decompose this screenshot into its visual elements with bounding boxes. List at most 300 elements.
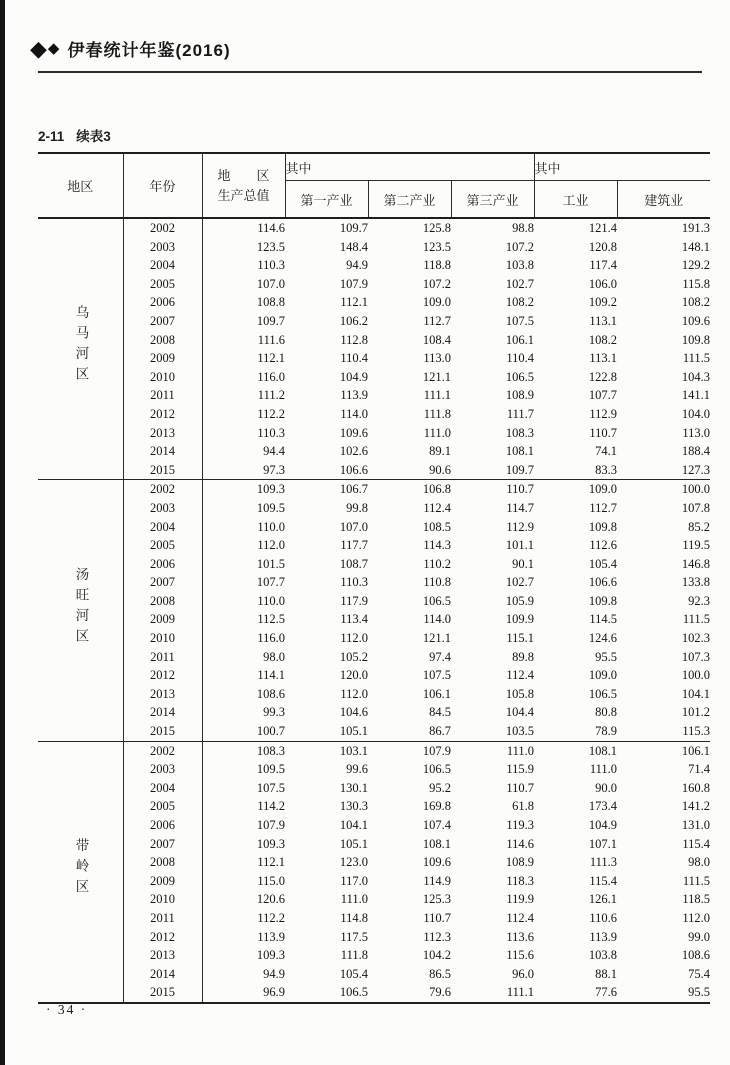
value-cell: 110.7 [589, 425, 618, 440]
year-cell: 2012 [123, 928, 202, 947]
value-cell: 113.1 [589, 313, 618, 328]
value-cell: 130.1 [339, 780, 368, 795]
value-cell: 113.9 [340, 388, 368, 403]
table-row [38, 386, 710, 405]
table-row [38, 536, 710, 555]
year-cell: 2015 [123, 461, 202, 480]
table-row [38, 573, 710, 592]
value-cell: 99.3 [263, 705, 285, 720]
header-secondary-industry: 第二产业 [368, 181, 451, 219]
year-cell: 2008 [123, 331, 202, 350]
value-cell: 109.3 [256, 836, 285, 851]
value-cell: 117.0 [340, 873, 368, 888]
year-cell: 2003 [123, 499, 202, 518]
value-cell: 148.1 [681, 239, 711, 254]
header-of-which-industries: 其中 [285, 153, 534, 181]
value-cell: 123.0 [339, 855, 368, 870]
value-cell: 107.5 [422, 668, 451, 683]
value-cell: 105.4 [339, 966, 368, 981]
value-cell: 100.0 [617, 480, 710, 499]
year-cell: 2007 [123, 312, 202, 331]
year-cell: 2003 [123, 238, 202, 257]
value-cell: 113.0 [682, 425, 711, 440]
value-cell: 106.1 [617, 741, 710, 760]
value-cell: 120.6 [256, 892, 285, 907]
value-cell: 99.6 [346, 762, 368, 777]
header-region: 地区 [38, 153, 123, 218]
table-row [38, 349, 710, 368]
value-cell: 119.9 [506, 892, 535, 907]
value-cell: 115.3 [682, 724, 711, 739]
value-cell: 126.1 [588, 892, 618, 907]
value-cell: 109.0 [422, 295, 451, 310]
year-cell: 2009 [123, 872, 202, 891]
value-cell: 106.8 [368, 480, 451, 499]
value-cell: 106.5 [339, 985, 368, 1000]
table-row [38, 499, 710, 518]
value-cell: 109.8 [588, 519, 618, 534]
table-row [38, 760, 710, 779]
year-cell: 2011 [123, 909, 202, 928]
year-cell: 2008 [123, 592, 202, 611]
year-cell: 2009 [123, 349, 202, 368]
value-cell: 99.0 [688, 929, 711, 944]
value-cell: 117.4 [589, 258, 618, 273]
value-cell: 113.4 [340, 612, 368, 627]
value-cell: 99.8 [346, 500, 368, 515]
value-cell: 108.2 [588, 332, 618, 347]
value-cell: 114.5 [589, 612, 618, 627]
table-row [38, 518, 710, 537]
value-cell: 113.9 [257, 929, 285, 944]
table-row [38, 797, 710, 816]
value-cell: 111.1 [506, 985, 535, 1000]
value-cell: 108.9 [505, 855, 535, 870]
table-row [38, 629, 710, 648]
year-cell: 2005 [123, 275, 202, 294]
value-cell: 77.6 [595, 985, 618, 1000]
value-cell: 131.0 [681, 818, 711, 832]
value-cell: 112.4 [423, 500, 451, 515]
value-cell: 118.8 [423, 258, 451, 273]
value-cell: 114.0 [340, 406, 368, 421]
year-cell: 2011 [123, 648, 202, 667]
value-cell: 141.2 [681, 799, 711, 814]
table-row [38, 965, 710, 984]
year-cell: 2004 [123, 779, 202, 798]
value-cell: 118.5 [682, 892, 711, 907]
value-cell: 120.8 [588, 239, 618, 254]
diamond-icon: ◆ [30, 35, 47, 61]
value-cell: 95.2 [429, 780, 451, 795]
value-cell: 112.3 [423, 929, 451, 944]
value-cell: 108.9 [505, 388, 535, 403]
value-cell: 86.5 [429, 966, 451, 981]
value-cell: 114.2 [257, 799, 285, 814]
year-cell: 2013 [123, 424, 202, 443]
value-cell: 80.8 [595, 705, 618, 720]
value-cell: 123.5 [256, 239, 285, 254]
region-cell [38, 480, 123, 741]
table-row [38, 872, 710, 891]
table-row [38, 461, 710, 480]
value-cell: 110.3 [257, 425, 285, 440]
value-cell: 107.1 [588, 836, 618, 851]
value-cell: 92.3 [688, 593, 711, 608]
value-cell: 108.8 [256, 295, 285, 310]
value-cell: 112.0 [340, 631, 368, 646]
value-cell: 110.0 [257, 519, 285, 534]
value-cell: 116.0 [257, 631, 285, 646]
value-cell: 109.0 [588, 668, 618, 683]
value-cell: 112.9 [589, 406, 618, 421]
value-cell: 121.4 [588, 221, 618, 235]
value-cell: 104.0 [681, 406, 711, 421]
table-row [38, 275, 710, 294]
table-header [38, 153, 710, 218]
value-cell: 88.1 [595, 966, 618, 981]
value-cell: 129.2 [681, 258, 711, 273]
value-cell: 111.5 [682, 351, 711, 366]
value-cell: 191.3 [681, 221, 711, 235]
year-cell: 2006 [123, 816, 202, 835]
value-cell: 97.3 [263, 462, 285, 477]
table-row [38, 835, 710, 854]
value-cell: 101.5 [256, 556, 285, 571]
value-cell: 111.8 [340, 948, 368, 963]
yearbook-title: 伊春统计年鉴(2016) [67, 41, 231, 60]
value-cell: 121.1 [422, 631, 451, 646]
statistics-table [38, 152, 710, 1004]
value-cell: 105.2 [339, 649, 368, 664]
value-cell: 109.7 [505, 462, 535, 477]
value-cell: 109.5 [256, 762, 285, 777]
value-cell: 117.5 [340, 929, 368, 944]
value-cell: 109.3 [256, 948, 285, 963]
value-cell: 98.0 [263, 649, 285, 664]
table-row [38, 946, 710, 965]
value-cell: 106.2 [339, 313, 368, 328]
value-cell: 94.9 [263, 966, 285, 981]
year-cell: 2014 [123, 965, 202, 984]
value-cell: 106.1 [505, 332, 535, 347]
value-cell: 111.5 [682, 873, 711, 888]
value-cell: 111.8 [423, 406, 451, 421]
value-cell: 130.3 [339, 799, 368, 814]
value-cell: 103.1 [285, 741, 368, 760]
value-cell: 110.4 [506, 351, 535, 366]
value-cell: 117.7 [340, 538, 368, 553]
year-cell: 2005 [123, 536, 202, 555]
value-cell: 102.7 [505, 276, 535, 291]
value-cell: 115.6 [506, 948, 535, 963]
value-cell: 112.0 [340, 686, 368, 701]
value-cell: 109.8 [681, 332, 711, 347]
value-cell: 109.2 [588, 295, 618, 310]
value-cell: 125.3 [422, 892, 451, 907]
value-cell: 114.6 [257, 221, 285, 235]
table-row [38, 238, 710, 257]
value-cell: 100.7 [256, 724, 285, 739]
value-cell: 108.1 [422, 836, 451, 851]
value-cell: 112.7 [423, 313, 451, 328]
value-cell: 96.0 [512, 966, 535, 981]
value-cell: 103.8 [505, 258, 535, 273]
value-cell: 101.2 [681, 705, 711, 720]
year-cell: 2011 [123, 386, 202, 405]
year-cell: 2013 [123, 685, 202, 704]
value-cell: 95.5 [688, 985, 711, 1000]
value-cell: 103.5 [505, 724, 535, 739]
value-cell: 106.5 [588, 686, 618, 701]
table-body [38, 218, 710, 1003]
region-label: 带岭区 [73, 838, 89, 900]
year-cell: 2002 [123, 480, 202, 499]
table-row [38, 722, 710, 741]
value-cell: 104.9 [339, 369, 368, 384]
header-gdp [202, 153, 285, 218]
value-cell: 94.4 [263, 444, 285, 459]
value-cell: 107.0 [339, 519, 368, 534]
value-cell: 108.3 [202, 741, 285, 760]
value-cell: 115.0 [257, 873, 285, 888]
year-cell: 2012 [123, 666, 202, 685]
header-year: 年份 [123, 153, 202, 218]
value-cell: 104.1 [681, 686, 711, 701]
value-cell: 110.4 [340, 351, 368, 366]
year-cell: 2006 [123, 555, 202, 574]
value-cell: 123.5 [422, 239, 451, 254]
value-cell: 115.4 [682, 836, 711, 851]
year-cell: 2007 [123, 835, 202, 854]
value-cell: 111.6 [257, 332, 285, 347]
value-cell: 102.7 [505, 575, 535, 590]
table-row [38, 293, 710, 312]
table-row [38, 853, 710, 872]
value-cell: 113.9 [589, 929, 618, 944]
value-cell: 107.3 [681, 649, 711, 664]
value-cell: 111.0 [589, 762, 618, 777]
header-tertiary-industry: 第三产业 [451, 181, 534, 219]
table-row [38, 890, 710, 909]
value-cell: 107.4 [422, 818, 451, 832]
table-row [38, 648, 710, 667]
table-row [38, 256, 710, 275]
value-cell: 109.9 [505, 612, 535, 627]
table-row [38, 405, 710, 424]
value-cell: 100.0 [681, 668, 711, 683]
table-number: 2-11 [38, 129, 65, 144]
year-cell: 2012 [123, 405, 202, 424]
value-cell: 96.9 [263, 985, 285, 1000]
value-cell: 160.8 [681, 780, 711, 795]
value-cell: 117.9 [340, 593, 368, 608]
table-row [38, 928, 710, 947]
value-cell: 114.1 [257, 668, 285, 683]
region-cell [38, 741, 123, 1003]
year-cell: 2005 [123, 797, 202, 816]
value-cell: 113.1 [589, 351, 618, 366]
value-cell: 113.0 [423, 351, 451, 366]
year-cell: 2002 [123, 741, 202, 760]
value-cell: 169.8 [422, 799, 451, 814]
value-cell: 95.5 [595, 649, 618, 664]
value-cell: 85.2 [688, 519, 711, 534]
table-row [38, 779, 710, 798]
value-cell: 112.1 [340, 295, 368, 310]
year-cell: 2004 [123, 256, 202, 275]
value-cell: 107.9 [256, 818, 285, 832]
value-cell: 104.4 [505, 705, 535, 720]
value-cell: 127.3 [681, 462, 711, 477]
value-cell: 110.8 [423, 575, 451, 590]
year-cell: 2008 [123, 853, 202, 872]
value-cell: 102.6 [339, 444, 368, 459]
year-cell: 2009 [123, 610, 202, 629]
value-cell: 112.4 [506, 668, 535, 683]
year-cell: 2014 [123, 442, 202, 461]
year-cell: 2007 [123, 573, 202, 592]
value-cell: 118.3 [506, 873, 535, 888]
value-cell: 111.5 [682, 612, 711, 627]
header-industry: 工业 [534, 181, 617, 219]
table-label [38, 125, 111, 145]
value-cell: 90.6 [429, 462, 451, 477]
region-label: 汤旺河区 [73, 566, 89, 649]
value-cell: 111.3 [589, 855, 618, 870]
value-cell: 112.1 [257, 855, 285, 870]
value-cell: 98.0 [688, 855, 711, 870]
value-cell: 108.5 [422, 519, 451, 534]
value-cell: 109.6 [681, 313, 711, 328]
value-cell: 104.1 [339, 818, 368, 832]
value-cell: 90.0 [595, 780, 618, 795]
value-cell: 124.6 [588, 631, 618, 646]
value-cell: 105.4 [588, 556, 618, 571]
value-cell: 112.2 [257, 910, 285, 925]
value-cell: 122.8 [588, 369, 618, 384]
year-cell: 2004 [123, 518, 202, 537]
value-cell: 108.6 [256, 686, 285, 701]
table-row [38, 480, 710, 499]
value-cell: 141.1 [681, 388, 711, 403]
table-row [38, 368, 710, 387]
value-cell: 104.3 [681, 369, 711, 384]
value-cell: 75.4 [688, 966, 711, 981]
value-cell: 114.0 [423, 612, 451, 627]
table-continued-label: 续表3 [76, 129, 111, 144]
value-cell: 112.4 [506, 910, 535, 925]
value-cell: 112.0 [682, 910, 711, 925]
table-row [38, 424, 710, 443]
value-cell: 114.9 [423, 873, 451, 888]
value-cell: 114.6 [506, 836, 535, 851]
value-cell: 119.3 [506, 818, 535, 832]
value-cell: 125.8 [422, 221, 451, 235]
value-cell: 106.5 [422, 593, 451, 608]
value-cell: 108.2 [505, 295, 535, 310]
value-cell: 108.2 [681, 295, 711, 310]
value-cell: 83.3 [595, 462, 618, 477]
value-cell: 109.7 [256, 313, 285, 328]
value-cell: 121.1 [422, 369, 451, 384]
table-row [38, 331, 710, 350]
value-cell: 105.8 [505, 686, 535, 701]
value-cell: 114.7 [506, 500, 535, 515]
value-cell: 107.2 [422, 276, 451, 291]
value-cell: 110.2 [423, 556, 451, 571]
value-cell: 94.9 [346, 258, 368, 273]
value-cell: 104.2 [422, 948, 451, 963]
value-cell: 109.3 [202, 480, 285, 499]
value-cell: 89.8 [512, 649, 535, 664]
value-cell: 107.9 [368, 741, 451, 760]
value-cell: 112.9 [506, 519, 535, 534]
value-cell: 115.4 [589, 873, 618, 888]
value-cell: 109.6 [422, 855, 451, 870]
value-cell: 104.6 [339, 705, 368, 720]
value-cell: 112.6 [589, 538, 618, 553]
value-cell: 111.7 [506, 406, 535, 421]
year-cell: 2010 [123, 368, 202, 387]
header-construction: 建筑业 [617, 181, 710, 219]
year-cell: 2015 [123, 722, 202, 741]
value-cell: 106.5 [422, 762, 451, 777]
year-cell: 2002 [123, 218, 202, 238]
value-cell: 108.6 [681, 948, 711, 963]
masthead [30, 36, 231, 61]
value-cell: 111.2 [257, 388, 285, 403]
value-cell: 109.7 [339, 221, 368, 235]
value-cell: 110.7 [451, 480, 534, 499]
year-cell: 2015 [123, 983, 202, 1003]
value-cell: 109.0 [534, 480, 617, 499]
value-cell: 103.8 [588, 948, 618, 963]
value-cell: 108.3 [505, 425, 535, 440]
value-cell: 110.7 [506, 780, 535, 795]
value-cell: 106.6 [588, 575, 618, 590]
value-cell: 97.4 [429, 649, 451, 664]
table-row [38, 703, 710, 722]
value-cell: 112.8 [340, 332, 368, 347]
value-cell: 101.1 [505, 538, 535, 553]
value-cell: 148.4 [339, 239, 368, 254]
diamond-icon: ◆ [47, 40, 60, 57]
value-cell: 115.8 [682, 276, 711, 291]
value-cell: 107.7 [256, 575, 285, 590]
page-binding-bar [0, 0, 5, 1065]
year-cell: 2003 [123, 760, 202, 779]
value-cell: 112.1 [257, 351, 285, 366]
table-row [38, 218, 710, 238]
table-row [38, 555, 710, 574]
header-of-which-secondary: 其中 [534, 153, 710, 181]
value-cell: 71.4 [688, 762, 711, 777]
value-cell: 112.2 [257, 406, 285, 421]
value-cell: 111.0 [340, 892, 368, 907]
value-cell: 113.6 [506, 929, 535, 944]
value-cell: 108.7 [339, 556, 368, 571]
value-cell: 86.7 [429, 724, 451, 739]
masthead-rule [38, 71, 702, 73]
value-cell: 114.8 [340, 910, 368, 925]
value-cell: 109.5 [256, 500, 285, 515]
value-cell: 89.1 [429, 444, 451, 459]
value-cell: 133.8 [681, 575, 711, 590]
value-cell: 104.9 [588, 818, 618, 832]
table-row [38, 685, 710, 704]
value-cell: 90.1 [512, 556, 535, 571]
